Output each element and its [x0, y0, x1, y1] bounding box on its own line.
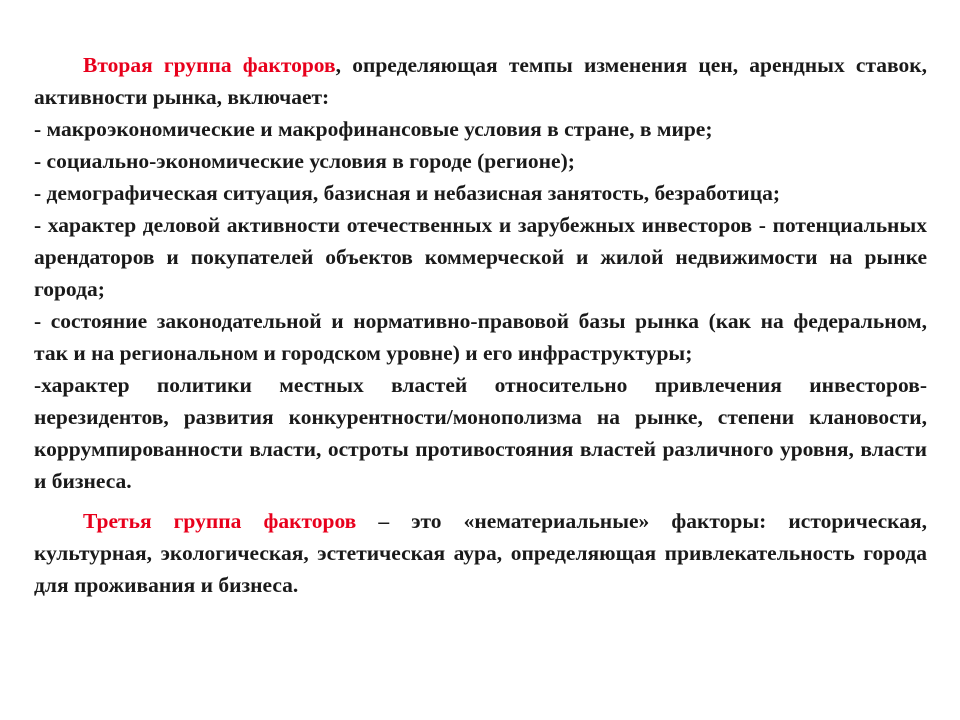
- third-group-heading: Третья группа факторов: [83, 509, 357, 533]
- third-group-paragraph: [34, 505, 927, 601]
- second-group-heading: Вторая группа факторов: [83, 53, 336, 77]
- factor-item-business-activity: - характер деловой активности отечественных и зарубежных инвесторов - потенциальных арендаторов и покупателей объектов коммерческой и жилой недвижимости на рынке города;: [34, 213, 927, 301]
- factor-item-legal-base: - состояние законодательной и нормативно-правовой базы рынка (как на федеральном, так и на региональном и городском уровне) и его инфраструктуры;: [34, 309, 927, 365]
- factor-item-socioeconomic: - социально-экономические условия в городе (регионе);: [34, 149, 575, 173]
- slide-body: [34, 49, 927, 601]
- second-group-intro-text: , определяющая темпы изменения цен, арендных ставок, активности рынка, включает:: [34, 53, 927, 109]
- second-group-intro: [34, 49, 927, 113]
- factor-item-local-policy: -характер политики местных властей относительно привлечения инвесторов-нерезидентов, развития конкурентности/монополизма на рынке, степени клановости, коррумпированности власти, остроты противостояния властей различного уровня, власти и бизнеса.: [34, 373, 927, 493]
- factor-item-macro: - макроэкономические и макрофинансовые условия в стране, в мире;: [34, 117, 713, 141]
- third-group-text: – это «нематериальные» факторы: историческая, культурная, экологическая, эстетическая аура, определяющая привлекательность города для проживания и бизнеса.: [34, 509, 927, 597]
- factor-item-demographic: - демографическая ситуация, базисная и небазисная занятость, безработица;: [34, 181, 780, 205]
